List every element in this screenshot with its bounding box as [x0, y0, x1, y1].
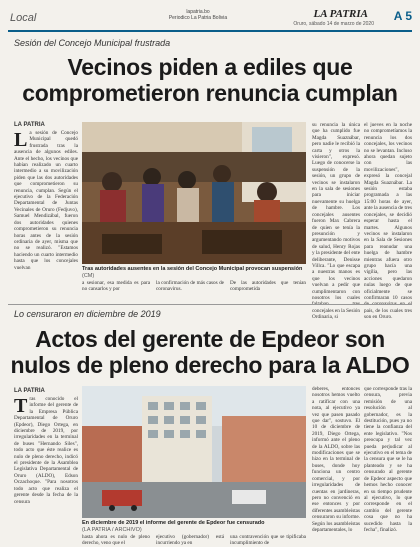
story1-kicker: Sesión del Concejo Municipal frustrada: [14, 38, 171, 48]
newspaper-logo: LA PATRIA: [313, 8, 368, 20]
story2-caption-text: En diciembre de 2019 el informe del gerente de Epdeor fue censurado: [82, 520, 265, 526]
story1-headline-line2: comprometieron renuncia cumplan: [22, 80, 398, 106]
story1-caption: [82, 266, 306, 279]
story1-dropcap: L: [14, 129, 28, 151]
story2-caption: [82, 520, 306, 533]
story2-headline-line2: nulos de pleno derecho para la ALDO: [10, 352, 410, 378]
story2-column-5: deberes, entonces nosotros hemos vuelto a ratificar con una nota, al ejecutivo ya vez que pasen pasado que dar", sostuvo. El 10 de diciembre de 2019, Diego Ortega, informó ante el pleno de la ALDO, sobre las modificaciones que se hizo en la terminal de buses, donde hoy funciona un centro comercial, y por irregularidades de cuentas en jardineras, pero no convenció en ese entonces y por diferentes asambleístas censuraron su informe. Según los asambleístas departamentales, lo: [312, 386, 360, 533]
story1-column-3: la confirmación de más casos de coronavirus.: [156, 280, 224, 293]
story1-column-6: el jueves en la noche no comprometíamos la renuncia los dos concejales, los vecinos no se levantan. Incluso ahora quedan sujeto con las movilizaciones", expresó la concejal Magda Suaznábar. La sesión estaba programada a las 15:00 horas de ayer, ante la ausencia de tres concejales, se decidió esperar hasta el martes. Algunos vecinos se instalaron en la Sala de Sesiones para reanudar una huelga de hambre mientras afuera otro grupo hacía una vigilia, pero las acciones quedaron nulas luego de que oficialmente se confirmaran 10 casos país, de los cuales tres son en Oruro.: [364, 122, 412, 321]
story-divider: [8, 304, 412, 305]
story2-photo: [82, 386, 306, 518]
story2-column-4: una contravención que se tipificaba incumplimiento de: [230, 534, 306, 547]
story1-column-2: a sesionar, esa medida es para no cansarlos y por: [82, 280, 150, 293]
story1-byline: LA PATRIA: [14, 122, 45, 128]
story2-column-1-text: ras conocido el informe del gerente de la Empresa Pública Departamental de Oruro (Epdeor), Diego Ortega, en diciembre de 2019, por irregularidades en la terminal de buses "Hernando Siles", todo acto que éste realice es nulo de pleno derecho, indicó el presidente de la Asamblea Legislativa Departamental de Oruro (ALDO), Edson Oczachoque. "Para nosotros todo acto que realiza el gerente desde la fecha de la censura: [14, 396, 78, 505]
story1-photo-credit: (CM): [82, 272, 95, 279]
story1-photo: [82, 122, 306, 264]
story1-column-1: [14, 130, 78, 295]
story2-headline-line1: Actos del gerente de Epdeor son: [35, 326, 385, 352]
header-facebook[interactable]: Periodico La Patria Bolivia: [168, 15, 228, 21]
story2-column-3: ejecutivo (gobernador) está incurriendo ya en: [156, 534, 224, 547]
story1-column-4: De las autoridades que tenían comprometida: [230, 280, 306, 293]
header-website[interactable]: lapatria.bo: [186, 9, 210, 15]
story2-headline: [10, 326, 410, 378]
section-label: Local: [10, 12, 37, 24]
story2-dropcap: T: [14, 395, 28, 417]
page-header: [8, 6, 412, 32]
story2-kicker: Lo censuraron en diciembre de 2019: [14, 309, 161, 319]
story2-byline: LA PATRIA: [14, 388, 45, 394]
story2-column-1: [14, 396, 78, 542]
story1-column-1-text: a sesión de Concejo Municipal quedó frustrada tras la ausencia de algunos ediles. Ante el hecho, los vecinos que habían realizado un cuarto intermedio a su movilización piden que las dos autoridades que comprometieron su renuncia, cumplan. Según el ejecutivo de la Federación Departamental de Juntas Vecinales de Oruro (Fedjuvo), Samuel Mendizábal, fueron dos autoridades quienes comprometieron su renuncia horas antes de la sesión ordinaria de ayer, misma que no se realizó. "Estamos haciendo un cuarto intermedio hasta que los concejales vuelvan: [14, 130, 78, 271]
page-number: A 5: [393, 9, 412, 23]
story1-headline: [10, 54, 410, 106]
header-social: [158, 9, 238, 21]
story2-column-6: que corresponde tras la censura, previa remisión de una resolución al gobernador, es la destitución, pues ya no tiene la confianza del ente legislativo. "Nos preocupa y tal vez pueda perjudicar al ejecutivo en el tema de la censura que se le ha planteado y se ha censurado al gerente de Epdeor aspecto que hemos hecho conocer en su tiempo prudente al ejecutivo, lo que corresponde en el cambio del gerente cosa que no ha sucedido hasta la fecha", finalizó.: [364, 386, 412, 533]
story2-photo-credit: (LA PATRIA / ARCHIVO): [82, 526, 142, 533]
story2-column-2: hasta ahora es nulo de pleno derecho, veno que el: [82, 534, 150, 547]
story1-column-5: su renuncia la única que ha cumplido fue Magda Suaznábar, pero nadie le recibió la carta y otros la visieron", expresó. Luego de conocerse la suspensión de la sesión, un grupo de vecinos se instalaron en la sala de sesiones para iniciar nuevamente su huelga de hambre. Los concejales ausentes fueron Max Cabrera de quien se tenía la presunción y argumentando motivos de salud, Henry Rojas y la presidente del ente deliberante, Denisse Villca. "Lo que escapa a nuestras manos es que los vecinos vuelvan a pedir que cumplimentaron con nosotros los cuales concejales en la Sesión Ordinaria, si: [312, 122, 360, 321]
issue-date: Oruro, sábado 14 de marzo de 2020: [293, 21, 374, 27]
story1-headline-line1: Vecinos piden a ediles que: [67, 54, 353, 80]
story1-caption-text: Tras autoridades ausentes en la sesión del Concejo Municipal provocan suspensión: [82, 266, 303, 272]
